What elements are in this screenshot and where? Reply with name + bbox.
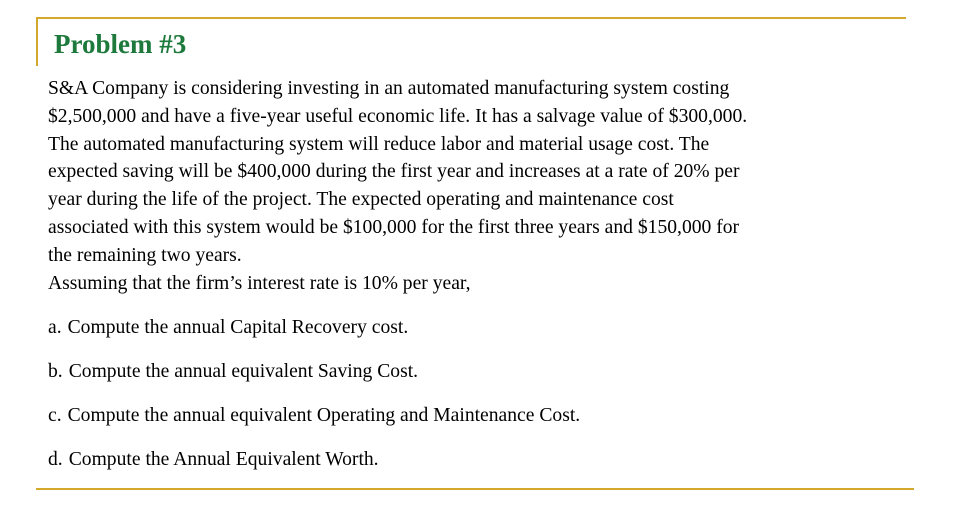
question-item (48, 402, 922, 430)
interest-assumption: Assuming that the firm’s interest rate is 10% per year, (48, 272, 471, 294)
question-list (48, 314, 922, 474)
problem-title: Problem #3 (54, 29, 187, 59)
problem-body (48, 75, 922, 474)
bottom-divider (36, 488, 914, 490)
problem-paragraph-line: $2,500,000 and have a five-year useful economic life. It has a salvage value of $300,000. (48, 105, 748, 127)
question-text: Compute the annual equivalent Operating and Maintenance Cost. (67, 405, 581, 427)
problem-paragraph-line: associated with this system would be $100,000 for the first three years and $150,000 for (48, 216, 740, 238)
problem-paragraph-line: expected saving will be $400,000 during the first year and increases at a rate of 20% per (48, 161, 740, 183)
left-accent-bar (36, 17, 38, 66)
question-letter: b. (48, 360, 63, 382)
question-item (48, 358, 922, 386)
question-letter: c. (48, 405, 62, 427)
question-item (48, 314, 922, 342)
question-text: Compute the Annual Equivalent Worth. (68, 449, 379, 471)
question-letter: d. (48, 449, 63, 471)
problem-paragraph-line: the remaining two years. (48, 244, 242, 266)
problem-paragraph-line: year during the life of the project. The expected operating and maintenance cost (48, 189, 674, 211)
question-item (48, 446, 922, 474)
top-divider (36, 17, 906, 19)
question-text: Compute the annual equivalent Saving Cost. (68, 360, 419, 382)
problem-paragraph-line: S&A Company is considering investing in an automated manufacturing system costing (48, 78, 730, 99)
question-text: Compute the annual Capital Recovery cost. (67, 316, 409, 338)
problem-paragraph-line: The automated manufacturing system will reduce labor and material usage cost. The (48, 133, 710, 155)
question-letter: a. (48, 316, 62, 338)
